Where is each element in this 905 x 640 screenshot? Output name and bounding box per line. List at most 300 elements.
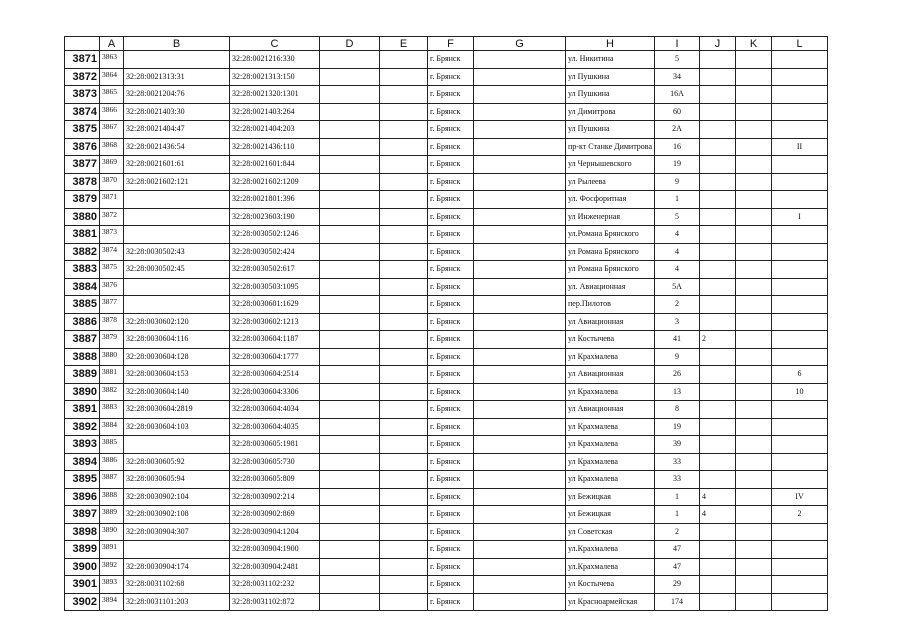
cell-k[interactable] bbox=[736, 243, 772, 261]
cell-a[interactable]: 3863 bbox=[100, 51, 124, 69]
cell-h[interactable]: ул Авиационная bbox=[566, 313, 655, 331]
corner-cell[interactable] bbox=[65, 37, 100, 51]
cell-h[interactable]: ул Красноармейская bbox=[566, 593, 655, 611]
cell-a[interactable]: 3870 bbox=[100, 173, 124, 191]
cell-h[interactable]: ул.Крахмалева bbox=[566, 541, 655, 559]
cell-a[interactable]: 3892 bbox=[100, 558, 124, 576]
cell-d[interactable] bbox=[320, 156, 380, 174]
cell-a[interactable]: 3881 bbox=[100, 366, 124, 384]
cell-c[interactable]: 32:28:0030503:1095 bbox=[230, 278, 320, 296]
row-number[interactable]: 3884 bbox=[65, 278, 100, 296]
cell-f[interactable]: г. Брянск bbox=[428, 401, 474, 419]
cell-b[interactable]: 32:28:0030904:174 bbox=[124, 558, 230, 576]
cell-j[interactable] bbox=[700, 68, 736, 86]
cell-b[interactable]: 32:28:0021601:61 bbox=[124, 156, 230, 174]
cell-d[interactable] bbox=[320, 488, 380, 506]
cell-l[interactable] bbox=[772, 226, 828, 244]
cell-c[interactable]: 32:28:0031102:232 bbox=[230, 576, 320, 594]
cell-d[interactable] bbox=[320, 471, 380, 489]
cell-l[interactable] bbox=[772, 68, 828, 86]
cell-f[interactable]: г. Брянск bbox=[428, 593, 474, 611]
cell-c[interactable]: 32:28:0021404:203 bbox=[230, 121, 320, 139]
cell-a[interactable]: 3883 bbox=[100, 401, 124, 419]
cell-j[interactable] bbox=[700, 383, 736, 401]
cell-k[interactable] bbox=[736, 436, 772, 454]
cell-b[interactable]: 32:28:0021313:31 bbox=[124, 68, 230, 86]
cell-h[interactable]: ул Советская bbox=[566, 523, 655, 541]
cell-l[interactable]: IV bbox=[772, 488, 828, 506]
cell-b[interactable]: 32:28:0021204:76 bbox=[124, 86, 230, 104]
cell-h[interactable]: ул Романа Брянского bbox=[566, 243, 655, 261]
cell-i[interactable]: 5А bbox=[655, 278, 700, 296]
cell-f[interactable]: г. Брянск bbox=[428, 191, 474, 209]
cell-e[interactable] bbox=[380, 471, 428, 489]
cell-i[interactable]: 9 bbox=[655, 173, 700, 191]
cell-g[interactable] bbox=[474, 593, 566, 611]
cell-d[interactable] bbox=[320, 453, 380, 471]
cell-k[interactable] bbox=[736, 296, 772, 314]
cell-d[interactable] bbox=[320, 331, 380, 349]
cell-f[interactable]: г. Брянск bbox=[428, 453, 474, 471]
cell-g[interactable] bbox=[474, 401, 566, 419]
row-number[interactable]: 3878 bbox=[65, 173, 100, 191]
cell-b[interactable] bbox=[124, 296, 230, 314]
column-header-g[interactable]: G bbox=[474, 37, 566, 51]
cell-c[interactable]: 32:28:0021216:330 bbox=[230, 51, 320, 69]
cell-k[interactable] bbox=[736, 523, 772, 541]
cell-b[interactable]: 32:28:0030502:45 bbox=[124, 261, 230, 279]
cell-f[interactable]: г. Брянск bbox=[428, 313, 474, 331]
cell-k[interactable] bbox=[736, 173, 772, 191]
column-header-k[interactable]: K bbox=[736, 37, 772, 51]
cell-a[interactable]: 3874 bbox=[100, 243, 124, 261]
cell-j[interactable] bbox=[700, 418, 736, 436]
cell-e[interactable] bbox=[380, 523, 428, 541]
cell-g[interactable] bbox=[474, 436, 566, 454]
row-number[interactable]: 3882 bbox=[65, 243, 100, 261]
cell-k[interactable] bbox=[736, 68, 772, 86]
row-number[interactable]: 3890 bbox=[65, 383, 100, 401]
cell-l[interactable] bbox=[772, 121, 828, 139]
cell-b[interactable]: 32:28:0021403:30 bbox=[124, 103, 230, 121]
cell-c[interactable]: 32:28:0031102:872 bbox=[230, 593, 320, 611]
cell-f[interactable]: г. Брянск bbox=[428, 331, 474, 349]
cell-k[interactable] bbox=[736, 191, 772, 209]
cell-k[interactable] bbox=[736, 121, 772, 139]
cell-k[interactable] bbox=[736, 313, 772, 331]
row-number[interactable]: 3874 bbox=[65, 103, 100, 121]
cell-j[interactable]: 4 bbox=[700, 488, 736, 506]
cell-g[interactable] bbox=[474, 68, 566, 86]
cell-i[interactable]: 5 bbox=[655, 208, 700, 226]
cell-i[interactable]: 34 bbox=[655, 68, 700, 86]
cell-j[interactable] bbox=[700, 541, 736, 559]
cell-a[interactable]: 3867 bbox=[100, 121, 124, 139]
cell-c[interactable]: 32:28:0030604:4034 bbox=[230, 401, 320, 419]
cell-k[interactable] bbox=[736, 453, 772, 471]
cell-h[interactable]: ул Крахмалева bbox=[566, 471, 655, 489]
row-number[interactable]: 3879 bbox=[65, 191, 100, 209]
cell-g[interactable] bbox=[474, 156, 566, 174]
cell-l[interactable]: 10 bbox=[772, 383, 828, 401]
cell-l[interactable] bbox=[772, 86, 828, 104]
cell-d[interactable] bbox=[320, 401, 380, 419]
cell-h[interactable]: ул Инженерная bbox=[566, 208, 655, 226]
cell-a[interactable]: 3886 bbox=[100, 453, 124, 471]
cell-e[interactable] bbox=[380, 68, 428, 86]
cell-h[interactable]: ул Крахмалева bbox=[566, 348, 655, 366]
cell-j[interactable] bbox=[700, 593, 736, 611]
cell-d[interactable] bbox=[320, 523, 380, 541]
row-number[interactable]: 3875 bbox=[65, 121, 100, 139]
cell-k[interactable] bbox=[736, 401, 772, 419]
cell-b[interactable]: 32:28:0031102:68 bbox=[124, 576, 230, 594]
cell-d[interactable] bbox=[320, 261, 380, 279]
cell-d[interactable] bbox=[320, 86, 380, 104]
cell-k[interactable] bbox=[736, 471, 772, 489]
cell-k[interactable] bbox=[736, 278, 772, 296]
cell-a[interactable]: 3885 bbox=[100, 436, 124, 454]
cell-k[interactable] bbox=[736, 366, 772, 384]
cell-i[interactable]: 47 bbox=[655, 541, 700, 559]
cell-f[interactable]: г. Брянск bbox=[428, 418, 474, 436]
cell-j[interactable] bbox=[700, 191, 736, 209]
cell-c[interactable]: 32:28:0030902:869 bbox=[230, 506, 320, 524]
cell-g[interactable] bbox=[474, 331, 566, 349]
cell-l[interactable]: 6 bbox=[772, 366, 828, 384]
cell-j[interactable]: 4 bbox=[700, 506, 736, 524]
cell-e[interactable] bbox=[380, 313, 428, 331]
cell-c[interactable]: 32:28:0021601:844 bbox=[230, 156, 320, 174]
row-number[interactable]: 3892 bbox=[65, 418, 100, 436]
cell-g[interactable] bbox=[474, 453, 566, 471]
cell-c[interactable]: 32:28:0030605:809 bbox=[230, 471, 320, 489]
cell-b[interactable]: 32:28:0021602:121 bbox=[124, 173, 230, 191]
cell-h[interactable]: ул Крахмалева bbox=[566, 383, 655, 401]
cell-a[interactable]: 3893 bbox=[100, 576, 124, 594]
cell-h[interactable]: ул Авиационная bbox=[566, 366, 655, 384]
column-header-h[interactable]: H bbox=[566, 37, 655, 51]
cell-j[interactable] bbox=[700, 51, 736, 69]
cell-b[interactable] bbox=[124, 541, 230, 559]
cell-j[interactable] bbox=[700, 401, 736, 419]
cell-h[interactable]: ул Димитрова bbox=[566, 103, 655, 121]
cell-c[interactable]: 32:28:0021320:1301 bbox=[230, 86, 320, 104]
cell-l[interactable] bbox=[772, 278, 828, 296]
cell-b[interactable]: 32:28:0030602:120 bbox=[124, 313, 230, 331]
cell-b[interactable] bbox=[124, 278, 230, 296]
cell-j[interactable] bbox=[700, 348, 736, 366]
cell-h[interactable]: ул Бежицкая bbox=[566, 488, 655, 506]
cell-j[interactable] bbox=[700, 243, 736, 261]
cell-k[interactable] bbox=[736, 208, 772, 226]
cell-k[interactable] bbox=[736, 138, 772, 156]
cell-h[interactable]: пер.Пилотов bbox=[566, 296, 655, 314]
cell-f[interactable]: г. Брянск bbox=[428, 436, 474, 454]
cell-l[interactable] bbox=[772, 331, 828, 349]
cell-b[interactable]: 32:28:0030604:153 bbox=[124, 366, 230, 384]
column-header-f[interactable]: F bbox=[428, 37, 474, 51]
cell-j[interactable] bbox=[700, 278, 736, 296]
cell-l[interactable] bbox=[772, 401, 828, 419]
column-header-j[interactable]: J bbox=[700, 37, 736, 51]
cell-f[interactable]: г. Брянск bbox=[428, 523, 474, 541]
row-number[interactable]: 3885 bbox=[65, 296, 100, 314]
cell-d[interactable] bbox=[320, 576, 380, 594]
cell-b[interactable]: 32:28:0031101:203 bbox=[124, 593, 230, 611]
cell-g[interactable] bbox=[474, 296, 566, 314]
cell-j[interactable] bbox=[700, 86, 736, 104]
cell-h[interactable]: ул. Авиационная bbox=[566, 278, 655, 296]
cell-a[interactable]: 3871 bbox=[100, 191, 124, 209]
cell-b[interactable]: 32:28:0030902:104 bbox=[124, 488, 230, 506]
cell-e[interactable] bbox=[380, 103, 428, 121]
cell-f[interactable]: г. Брянск bbox=[428, 51, 474, 69]
cell-d[interactable] bbox=[320, 226, 380, 244]
cell-i[interactable]: 19 bbox=[655, 156, 700, 174]
cell-j[interactable] bbox=[700, 138, 736, 156]
cell-e[interactable] bbox=[380, 243, 428, 261]
cell-i[interactable]: 1 bbox=[655, 506, 700, 524]
cell-c[interactable]: 32:28:0030502:1246 bbox=[230, 226, 320, 244]
cell-a[interactable]: 3864 bbox=[100, 68, 124, 86]
cell-k[interactable] bbox=[736, 488, 772, 506]
cell-e[interactable] bbox=[380, 436, 428, 454]
cell-f[interactable]: г. Брянск bbox=[428, 261, 474, 279]
cell-c[interactable]: 32:28:0021436:110 bbox=[230, 138, 320, 156]
row-number[interactable]: 3872 bbox=[65, 68, 100, 86]
cell-e[interactable] bbox=[380, 261, 428, 279]
cell-g[interactable] bbox=[474, 523, 566, 541]
cell-j[interactable] bbox=[700, 121, 736, 139]
cell-e[interactable] bbox=[380, 156, 428, 174]
cell-j[interactable] bbox=[700, 471, 736, 489]
cell-a[interactable]: 3873 bbox=[100, 226, 124, 244]
cell-l[interactable]: I bbox=[772, 208, 828, 226]
cell-d[interactable] bbox=[320, 313, 380, 331]
cell-l[interactable]: II bbox=[772, 138, 828, 156]
cell-g[interactable] bbox=[474, 191, 566, 209]
cell-h[interactable]: ул. Фосфоритная bbox=[566, 191, 655, 209]
cell-l[interactable] bbox=[772, 313, 828, 331]
row-number[interactable]: 3894 bbox=[65, 453, 100, 471]
cell-j[interactable] bbox=[700, 523, 736, 541]
cell-c[interactable]: 32:28:0021313:150 bbox=[230, 68, 320, 86]
cell-j[interactable] bbox=[700, 226, 736, 244]
cell-a[interactable]: 3890 bbox=[100, 523, 124, 541]
cell-h[interactable]: ул Пушкина bbox=[566, 68, 655, 86]
cell-a[interactable]: 3884 bbox=[100, 418, 124, 436]
cell-f[interactable]: г. Брянск bbox=[428, 208, 474, 226]
cell-d[interactable] bbox=[320, 51, 380, 69]
cell-k[interactable] bbox=[736, 541, 772, 559]
row-number[interactable]: 3876 bbox=[65, 138, 100, 156]
cell-l[interactable] bbox=[772, 296, 828, 314]
cell-a[interactable]: 3878 bbox=[100, 313, 124, 331]
column-header-b[interactable]: B bbox=[124, 37, 230, 51]
cell-a[interactable]: 3868 bbox=[100, 138, 124, 156]
row-number[interactable]: 3897 bbox=[65, 506, 100, 524]
cell-i[interactable]: 33 bbox=[655, 471, 700, 489]
cell-i[interactable]: 2 bbox=[655, 296, 700, 314]
cell-d[interactable] bbox=[320, 348, 380, 366]
cell-c[interactable]: 32:28:0030604:1777 bbox=[230, 348, 320, 366]
cell-a[interactable]: 3894 bbox=[100, 593, 124, 611]
row-number[interactable]: 3871 bbox=[65, 51, 100, 69]
cell-b[interactable]: 32:28:0030904:307 bbox=[124, 523, 230, 541]
cell-a[interactable]: 3865 bbox=[100, 86, 124, 104]
cell-b[interactable]: 32:28:0021436:54 bbox=[124, 138, 230, 156]
cell-g[interactable] bbox=[474, 541, 566, 559]
cell-l[interactable] bbox=[772, 558, 828, 576]
row-number[interactable]: 3889 bbox=[65, 366, 100, 384]
cell-h[interactable]: ул Романа Брянского bbox=[566, 261, 655, 279]
cell-j[interactable]: 2 bbox=[700, 331, 736, 349]
cell-e[interactable] bbox=[380, 488, 428, 506]
cell-h[interactable]: ул Чернышевского bbox=[566, 156, 655, 174]
cell-a[interactable]: 3888 bbox=[100, 488, 124, 506]
row-number[interactable]: 3880 bbox=[65, 208, 100, 226]
cell-k[interactable] bbox=[736, 86, 772, 104]
cell-b[interactable]: 32:28:0030502:43 bbox=[124, 243, 230, 261]
cell-e[interactable] bbox=[380, 348, 428, 366]
cell-e[interactable] bbox=[380, 576, 428, 594]
cell-c[interactable]: 32:28:0030605:1981 bbox=[230, 436, 320, 454]
cell-j[interactable] bbox=[700, 173, 736, 191]
cell-k[interactable] bbox=[736, 226, 772, 244]
cell-g[interactable] bbox=[474, 366, 566, 384]
cell-i[interactable]: 41 bbox=[655, 331, 700, 349]
row-number[interactable]: 3899 bbox=[65, 541, 100, 559]
cell-d[interactable] bbox=[320, 68, 380, 86]
column-header-c[interactable]: C bbox=[230, 37, 320, 51]
cell-j[interactable] bbox=[700, 296, 736, 314]
cell-a[interactable]: 3887 bbox=[100, 471, 124, 489]
cell-a[interactable]: 3877 bbox=[100, 296, 124, 314]
cell-h[interactable]: ул Авиационная bbox=[566, 401, 655, 419]
cell-f[interactable]: г. Брянск bbox=[428, 86, 474, 104]
cell-f[interactable]: г. Брянск bbox=[428, 471, 474, 489]
cell-d[interactable] bbox=[320, 121, 380, 139]
cell-g[interactable] bbox=[474, 103, 566, 121]
cell-i[interactable]: 174 bbox=[655, 593, 700, 611]
cell-i[interactable]: 29 bbox=[655, 576, 700, 594]
cell-g[interactable] bbox=[474, 471, 566, 489]
cell-h[interactable]: ул Костычева bbox=[566, 331, 655, 349]
cell-c[interactable]: 32:28:0030902:214 bbox=[230, 488, 320, 506]
cell-k[interactable] bbox=[736, 383, 772, 401]
cell-g[interactable] bbox=[474, 506, 566, 524]
row-number[interactable]: 3881 bbox=[65, 226, 100, 244]
cell-f[interactable]: г. Брянск bbox=[428, 243, 474, 261]
cell-g[interactable] bbox=[474, 226, 566, 244]
row-number[interactable]: 3886 bbox=[65, 313, 100, 331]
cell-d[interactable] bbox=[320, 138, 380, 156]
cell-l[interactable] bbox=[772, 103, 828, 121]
cell-f[interactable]: г. Брянск bbox=[428, 296, 474, 314]
cell-a[interactable]: 3891 bbox=[100, 541, 124, 559]
cell-c[interactable]: 32:28:0030904:1900 bbox=[230, 541, 320, 559]
cell-g[interactable] bbox=[474, 348, 566, 366]
cell-a[interactable]: 3875 bbox=[100, 261, 124, 279]
cell-i[interactable]: 60 bbox=[655, 103, 700, 121]
cell-f[interactable]: г. Брянск bbox=[428, 121, 474, 139]
cell-i[interactable]: 33 bbox=[655, 453, 700, 471]
cell-b[interactable] bbox=[124, 51, 230, 69]
cell-b[interactable]: 32:28:0030605:94 bbox=[124, 471, 230, 489]
cell-b[interactable] bbox=[124, 436, 230, 454]
cell-j[interactable] bbox=[700, 453, 736, 471]
cell-g[interactable] bbox=[474, 313, 566, 331]
cell-k[interactable] bbox=[736, 593, 772, 611]
cell-h[interactable]: ул Крахмалева bbox=[566, 436, 655, 454]
row-number[interactable]: 3873 bbox=[65, 86, 100, 104]
cell-g[interactable] bbox=[474, 418, 566, 436]
cell-d[interactable] bbox=[320, 541, 380, 559]
cell-b[interactable]: 32:28:0030605:92 bbox=[124, 453, 230, 471]
cell-c[interactable]: 32:28:0030604:3306 bbox=[230, 383, 320, 401]
cell-f[interactable]: г. Брянск bbox=[428, 138, 474, 156]
row-number[interactable]: 3898 bbox=[65, 523, 100, 541]
cell-j[interactable] bbox=[700, 313, 736, 331]
cell-h[interactable]: ул Костычева bbox=[566, 576, 655, 594]
cell-k[interactable] bbox=[736, 331, 772, 349]
cell-h[interactable]: ул Пушкина bbox=[566, 86, 655, 104]
cell-j[interactable] bbox=[700, 576, 736, 594]
cell-f[interactable]: г. Брянск bbox=[428, 348, 474, 366]
cell-h[interactable]: ул Бежицкая bbox=[566, 506, 655, 524]
cell-i[interactable]: 13 bbox=[655, 383, 700, 401]
cell-l[interactable] bbox=[772, 576, 828, 594]
row-number[interactable]: 3883 bbox=[65, 261, 100, 279]
cell-c[interactable]: 32:28:0023603:190 bbox=[230, 208, 320, 226]
cell-k[interactable] bbox=[736, 156, 772, 174]
column-header-a[interactable]: A bbox=[100, 37, 124, 51]
cell-i[interactable]: 4 bbox=[655, 226, 700, 244]
cell-d[interactable] bbox=[320, 243, 380, 261]
cell-k[interactable] bbox=[736, 506, 772, 524]
cell-h[interactable]: ул Крахмалева bbox=[566, 418, 655, 436]
cell-e[interactable] bbox=[380, 226, 428, 244]
column-header-d[interactable]: D bbox=[320, 37, 380, 51]
cell-c[interactable]: 32:28:0030904:1204 bbox=[230, 523, 320, 541]
row-number[interactable]: 3902 bbox=[65, 593, 100, 611]
cell-f[interactable]: г. Брянск bbox=[428, 156, 474, 174]
cell-a[interactable]: 3882 bbox=[100, 383, 124, 401]
cell-k[interactable] bbox=[736, 348, 772, 366]
cell-f[interactable]: г. Брянск bbox=[428, 366, 474, 384]
cell-c[interactable]: 32:28:0030502:424 bbox=[230, 243, 320, 261]
cell-c[interactable]: 32:28:0030904:2481 bbox=[230, 558, 320, 576]
cell-i[interactable]: 26 bbox=[655, 366, 700, 384]
cell-b[interactable]: 32:28:0030604:116 bbox=[124, 331, 230, 349]
cell-i[interactable]: 47 bbox=[655, 558, 700, 576]
cell-l[interactable] bbox=[772, 418, 828, 436]
cell-k[interactable] bbox=[736, 103, 772, 121]
cell-c[interactable]: 32:28:0021801:396 bbox=[230, 191, 320, 209]
cell-e[interactable] bbox=[380, 506, 428, 524]
cell-l[interactable] bbox=[772, 51, 828, 69]
cell-j[interactable] bbox=[700, 208, 736, 226]
cell-d[interactable] bbox=[320, 506, 380, 524]
cell-g[interactable] bbox=[474, 488, 566, 506]
cell-a[interactable]: 3866 bbox=[100, 103, 124, 121]
cell-a[interactable]: 3879 bbox=[100, 331, 124, 349]
cell-e[interactable] bbox=[380, 383, 428, 401]
cell-e[interactable] bbox=[380, 541, 428, 559]
cell-h[interactable]: ул.Романа Брянского bbox=[566, 226, 655, 244]
cell-j[interactable] bbox=[700, 156, 736, 174]
